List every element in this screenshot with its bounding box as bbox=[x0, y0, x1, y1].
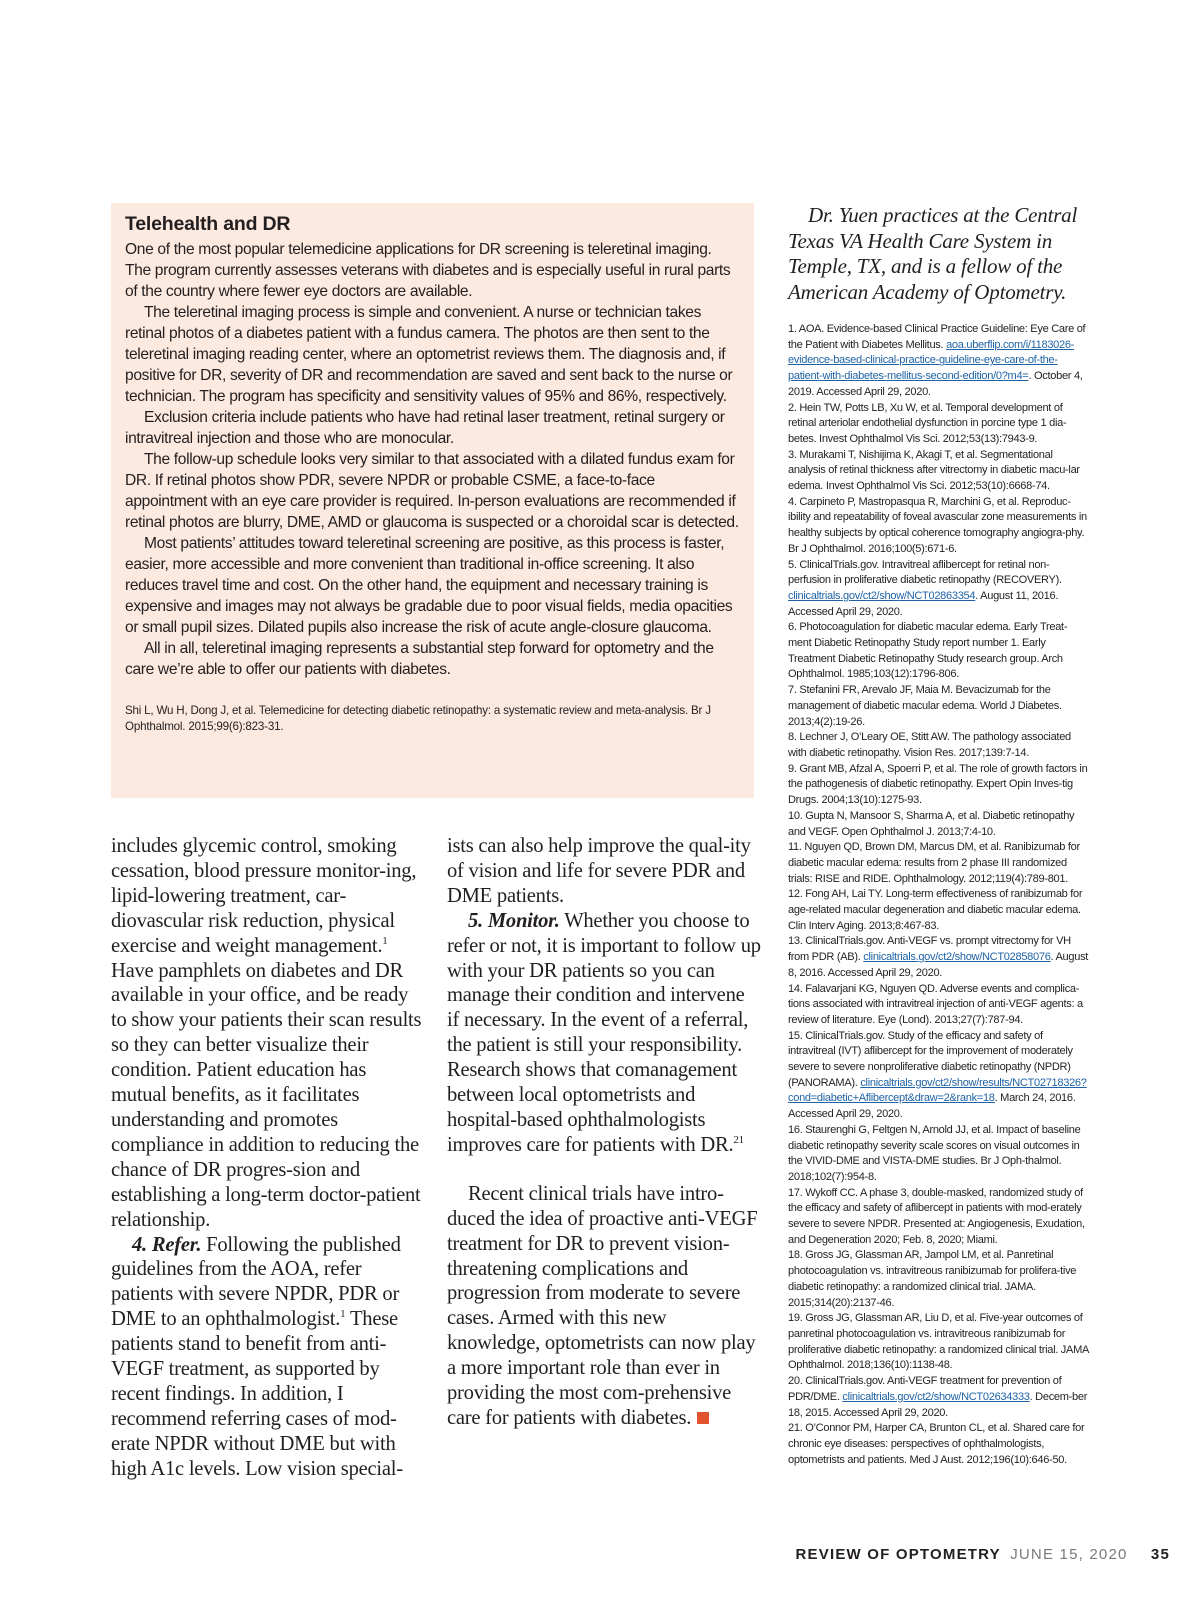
sidebar-paragraph: Most patients’ attitudes toward teleretinal screening are positive, as this process is faster, easier, more accessible and more convenient than traditional in-office screening. It also reduces travel time and cost. On the other hand, the equipment and necessary training is expensive and images may not always be gradable due to poor visual fields, media opacities or small pupil sizes. Dilated pupils also increase the risk of acute angle-closure glaucoma. bbox=[125, 535, 733, 636]
monitor-paragraph: 5. Monitor. Whether you choose to refer or not, it is important to follow up with your DR patients so you can manage their condition and intervene if necessary. In the event of a referral, the patient is still your responsibility. Research shows that comanagement between local optometrists and hospital-based ophthalmologists improves care for patients with DR.$^{21}$ bbox=[447, 909, 761, 1156]
reference-item: 20. ClinicalTrials.gov. Anti-VEGF treatment for prevention of PDR/DME. clinicaltrials.gov/ct2/show/NCT02634333. Decem-ber 18, 2015. Accessed April 29, 2020. bbox=[788, 1375, 1088, 1419]
body-paragraph: ists can also help improve the qual-ity of vision and life for severe PDR and DME patients. bbox=[447, 835, 751, 907]
reference-item: 9. Grant MB, Afzal A, Spoerri P, et al. The role of growth factors in the pathogenesis of diabetic retinopathy. Expert Opin Inves-tig Drugs. 2004;13(10):1275-93. bbox=[788, 762, 1088, 807]
citation: 1 bbox=[382, 934, 388, 947]
reference-item: 16. Staurenghi G, Feltgen N, Arnold JJ, et al. Impact of baseline diabetic retinopathy severity scale scores on visual outcomes in the VIVID-DME and VISTA-DME studies. Br J Oph-thalmol. 2018;102(7):954-8. bbox=[788, 1123, 1081, 1183]
closing-paragraph: Recent clinical trials have intro-duced the idea of proactive anti-VEGF treatment for DR to prevent vision-threatening complications and progression from moderate to severe cases. Armed with this new knowledge, optometrists can now play a more important role than ever in providing the most com-prehensive care for patients with diabetes. bbox=[447, 1182, 758, 1429]
reference-item: 13. ClinicalTrials.gov. Anti-VEGF vs. prompt vitrectomy for VH from PDR (AB). clinicaltrials.gov/ct2/show/NCT02858076. August 8, 2016. Accessed April 29, 2020. bbox=[788, 935, 1089, 979]
sidebar-paragraph: One of the most popular telemedicine applications for DR screening is teleretinal imaging. The program currently assesses veterans with diabetes and is especially useful in rural parts of the country where fewer eye doctors are available. bbox=[125, 241, 731, 300]
reference-item: 15. ClinicalTrials.gov. Study of the efficacy and safety of intravitreal (IVT) aflibercept for the improvement of moderately severe to severe nonproliferative diabetic retinopathy (NPDR) (PANORAMA). clinicaltrials.gov/ct2/show/results/NCT02718326?cond=diabetic+Aflibercept&draw=2&rank=18. March 24, 2016. Accessed April 29, 2020. bbox=[788, 1029, 1087, 1121]
reference-link[interactable]: clinicaltrials.gov/ct2/show/NCT02634333 bbox=[842, 1390, 1030, 1403]
sidebar-title: Telehealth and DR bbox=[125, 213, 291, 235]
refer-paragraph: 4. Refer. Following the published guidelines from the AOA, refer patients with severe NPDR, PDR or DME to an ophthalmologist.$^1$ These patients stand to benefit from anti-VEGF treatment, as supported by recent findings. In addition, I recommend referring cases of mod-erate NPDR without DME but with high A1c levels. Low vision special- bbox=[111, 1233, 403, 1480]
reference-link[interactable]: aoa.uberflip.com/i/1183026-evidence-based-clinical-practice-guideline-eye-care-of-the-patient-with-diabetes-mellitus-second-edition/0?m4= bbox=[788, 338, 1075, 383]
page-number: 35 bbox=[1150, 1546, 1170, 1563]
sidebar-paragraph: Exclusion criteria include patients who have had retinal laser treatment, retinal surgery or intravitreal injection and those who are monocular. bbox=[125, 409, 725, 447]
body-column-1 bbox=[111, 834, 426, 1482]
sidebar-reference: Shi L, Wu H, Dong J, et al. Telemedicine for detecting diabetic retinopathy: a systematic review and meta-analysis. Br J Ophthalmol. 2015;99(6):823-31. bbox=[125, 704, 711, 733]
issue-date: JUNE 15, 2020 bbox=[1010, 1546, 1128, 1563]
body-paragraph: includes glycemic control, smoking cessation, blood pressure monitor-ing, lipid-lowering treatment, car-diovascular risk reduction, physical exercise and weight management.$^1$ Have pamphlets on diabetes and DR available in your office, and be ready to show your patients their scan results so they can better visualize their condition. Patient education has mutual benefits, as it facilitates understanding and promotes compliance in addition to reducing the chance of DR progres-sion and establishing a long-term doctor-patient relationship. bbox=[111, 835, 422, 1231]
reference-item: 11. Nguyen QD, Brown DM, Marcus DM, et al. Ranibizumab for diabetic macular edema: results from 2 phase III randomized trials: RISE and RIDE. Ophthalmology. 2012;119(4):789-801. bbox=[788, 841, 1080, 885]
reference-item: 4. Carpineto P, Mastropasqua R, Marchini G, et al. Reproduc-ibility and repeatability of foveal avascular zone measurements in healthy subjects by optical coherence tomography angiogra-phy. Br J Ophthalmol. 2016;100(5):671-6. bbox=[788, 495, 1087, 555]
citation: 21 bbox=[733, 1134, 744, 1147]
monitor-heading: 5. Monitor. bbox=[468, 909, 560, 932]
reference-item: 5. ClinicalTrials.gov. Intravitreal aflibercept for retinal non-perfusion in proliferative diabetic retinopathy (RECOVERY). clinicaltrials.gov/ct2/show/NCT02863354. August 11, 2016. Accessed April 29, 2020. bbox=[788, 558, 1062, 618]
telehealth-sidebar bbox=[111, 203, 754, 798]
references-list bbox=[788, 322, 1090, 1468]
sidebar-paragraph: The teleretinal imaging process is simple and convenient. A nurse or technician takes retinal photos of a diabetes patient with a fundus camera. The photos are then sent to the teleretinal imaging reading center, where an optometrist reviews them. The diagnosis and, if positive for DR, severity of DR and recommendation are saved and sent back to the nurse or technician. The program has specificity and sensitivity values of 95% and 86%, respectively. bbox=[125, 304, 733, 405]
reference-item: 8. Lechner J, O’Leary OE, Stitt AW. The pathology associated with diabetic retinopathy. Vision Res. 2017;139:7-14. bbox=[788, 731, 1071, 759]
reference-link[interactable]: clinicaltrials.gov/ct2/show/NCT02858076 bbox=[863, 951, 1051, 964]
reference-link[interactable]: clinicaltrials.gov/ct2/show/results/NCT02718326?cond=diabetic+Aflibercept&draw=2&rank=18 bbox=[788, 1076, 1087, 1105]
magazine-name: REVIEW OF OPTOMETRY bbox=[795, 1546, 1001, 1563]
reference-item: 18. Gross JG, Glassman AR, Jampol LM, et al. Panretinal photocoagulation vs. intravitreous ranibizumab for prolifera-tive diabetic retinopathy: a randomized clinical trial. JAMA. 2015;314(20):2137-46. bbox=[788, 1249, 1077, 1309]
reference-item: 21. O’Connor PM, Harper CA, Brunton CL, et al. Shared care for chronic eye diseases: perspectives of ophthalmologists, optometrists and patients. Med J Aust. 2012;196(10):646-50. bbox=[788, 1422, 1085, 1466]
reference-item: 3. Murakami T, Nishijima K, Akagi T, et al. Segmentational analysis of retinal thickness after vitrectomy in diabetic macu-lar edema. Invest Ophthalmol Vis Sci. 2012;53(10):6668-74. bbox=[788, 448, 1080, 493]
reference-item: 2. Hein TW, Potts LB, Xu W, et al. Temporal development of retinal arteriolar endothelial dysfunction in porcine type 1 dia-betes. Invest Ophthalmol Vis Sci. 2012;53(13):7943-9. bbox=[788, 401, 1067, 445]
author-bio: Dr. Yuen practices at the Central Texas VA Health Care System in Temple, TX, and is a fellow of the American Academy of Optometry. bbox=[788, 203, 1078, 304]
sidebar-paragraph: The follow-up schedule looks very similar to that associated with a dilated fundus exam for DR. If retinal photos show PDR, severe NPDR or probable CSME, a face-to-face appointment with an eye care provider is required. In-person evaluations are recommended if retinal photos are blurry, DME, AMD or glaucoma is suspected or a choroidal scar is detected. bbox=[125, 451, 739, 531]
reference-item: 6. Photocoagulation for diabetic macular edema. Early Treat-ment Diabetic Retinopathy Study report number 1. Early Treatment Diabetic Retinopathy Study research group. Arch Ophthalmol. 1985;103(12):1796-806. bbox=[788, 621, 1068, 681]
reference-item: 12. Fong AH, Lai TY. Long-term effectiveness of ranibizumab for age-related macular degeneration and diabetic macular edema. Clin Interv Aging. 2013;8:467-83. bbox=[788, 888, 1083, 932]
reference-link[interactable]: clinicaltrials.gov/ct2/show/NCT02863354 bbox=[788, 589, 976, 602]
page-footer bbox=[796, 1546, 1170, 1563]
sidebar-paragraph: All in all, teleretinal imaging represents a substantial step forward for optometry and the care we’re able to offer our patients with diabetes. bbox=[125, 640, 714, 678]
end-mark-icon bbox=[697, 1412, 709, 1424]
reference-item: 17. Wykoff CC. A phase 3, double-masked, randomized study of the efficacy and safety of aflibercept in patients with mod-erately severe to severe NPDR. Presented at: Angiogenesis, Exudation, and Degeneration 2020; Feb. 8, 2020; Miami. bbox=[788, 1186, 1085, 1246]
reference-item: 14. Falavarjani KG, Nguyen QD. Adverse events and complica-tions associated with intravitreal injection of anti-VEGF agents: a review of literature. Eye (Lond). 2013;27(7):787-94. bbox=[788, 982, 1083, 1026]
reference-item: 1. AOA. Evidence-based Clinical Practice Guideline: Eye Care of the Patient with Diabetes Mellitus. aoa.uberflip.com/i/1183026-evidence-based-clinical-practice-guideline-eye-care-of-the-patient-with-diabetes-mellitus-second-edition/0?m4=. October 4, 2019. Accessed April 29, 2020. bbox=[788, 323, 1086, 398]
reference-item: 10. Gupta N, Mansoor S, Sharma A, et al. Diabetic retinopathy and VEGF. Open Ophthalmol J. 2013;7:4-10. bbox=[788, 809, 1075, 838]
reference-item: 19. Gross JG, Glassman AR, Liu D, et al. Five-year outcomes of panretinal photocoagulation vs. intravitreous ranibizumab for proliferative diabetic retinopathy: a randomized clinical trial. JAMA Ophthalmol. 2018;136(10):1138-48. bbox=[788, 1312, 1089, 1372]
refer-heading: 4. Refer. bbox=[132, 1233, 202, 1256]
body-column-2 bbox=[447, 834, 761, 1431]
reference-item: 7. Stefanini FR, Arevalo JF, Maia M. Bevacizumab for the management of diabetic macular edema. World J Diabetes. 2013;4(2):19-26. bbox=[788, 684, 1062, 728]
citation: 1 bbox=[340, 1308, 346, 1321]
